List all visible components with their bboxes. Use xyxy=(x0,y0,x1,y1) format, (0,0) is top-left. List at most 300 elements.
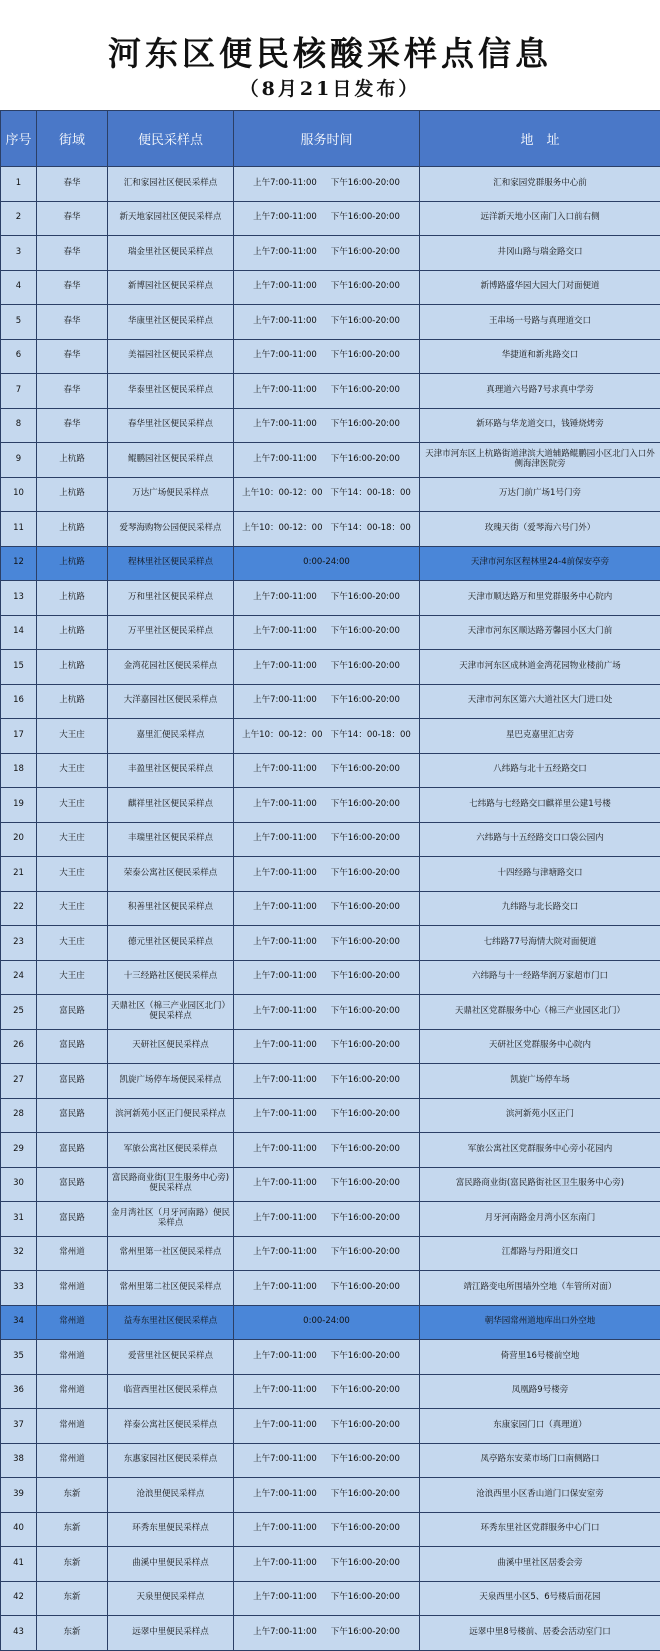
row-street: 富民路 xyxy=(37,995,108,1030)
table-row xyxy=(1,443,660,478)
row-address: 八纬路与北十五经路交口 xyxy=(420,753,660,788)
row-street: 大王庄 xyxy=(37,788,108,823)
time-afternoon: 下午16:00-20:00 xyxy=(331,1385,400,1395)
time-afternoon: 下午16:00-20:00 xyxy=(331,1109,400,1119)
table-row xyxy=(1,1547,660,1582)
row-street: 春华 xyxy=(37,270,108,305)
table-row xyxy=(1,546,660,581)
row-service-time xyxy=(234,1443,420,1478)
table-row xyxy=(1,1340,660,1375)
col-header-time: 服务时间 xyxy=(234,111,420,167)
row-number: 7 xyxy=(1,374,37,409)
row-number: 36 xyxy=(1,1374,37,1409)
time-morning: 上午7:00-11:00 xyxy=(253,592,317,602)
row-street: 常州道 xyxy=(37,1409,108,1444)
time-morning: 上午7:00-11:00 xyxy=(253,695,317,705)
row-street: 大王庄 xyxy=(37,753,108,788)
time-morning: 上午7:00-11:00 xyxy=(253,350,317,360)
row-street: 大王庄 xyxy=(37,891,108,926)
row-street: 春华 xyxy=(37,374,108,409)
row-address: 新博路盛华园大园大门对面便道 xyxy=(420,270,660,305)
row-site-name: 万和里社区便民采样点 xyxy=(108,581,234,616)
row-address: 天津市顺达路万和里党群服务中心院内 xyxy=(420,581,660,616)
time-afternoon: 下午16:00-20:00 xyxy=(331,1144,400,1154)
table-row xyxy=(1,1133,660,1168)
row-street: 上杭路 xyxy=(37,477,108,512)
table-body xyxy=(1,167,660,1651)
sampling-sites-table xyxy=(0,110,660,1651)
row-street: 富民路 xyxy=(37,1064,108,1099)
row-street: 东新 xyxy=(37,1512,108,1547)
row-number: 12 xyxy=(1,546,37,581)
row-number: 10 xyxy=(1,477,37,512)
table-row xyxy=(1,408,660,443)
row-site-name: 沧浪里便民采样点 xyxy=(108,1478,234,1513)
row-street: 东新 xyxy=(37,1581,108,1616)
row-number: 9 xyxy=(1,443,37,478)
time-afternoon: 下午16:00-20:00 xyxy=(331,1627,400,1637)
row-address: 华捷道和新兆路交口 xyxy=(420,339,660,374)
time-morning: 上午7:00-11:00 xyxy=(253,1351,317,1361)
table-row xyxy=(1,926,660,961)
row-street: 春华 xyxy=(37,408,108,443)
table-row xyxy=(1,1202,660,1237)
row-service-time xyxy=(234,857,420,892)
row-number: 14 xyxy=(1,615,37,650)
table-row xyxy=(1,891,660,926)
table-row xyxy=(1,822,660,857)
table-row xyxy=(1,684,660,719)
row-number: 33 xyxy=(1,1271,37,1306)
row-address: 沧浪西里小区香山道门口保安室旁 xyxy=(420,1478,660,1513)
row-address: 真理道六号路7号求真中学旁 xyxy=(420,374,660,409)
time-morning: 上午7:00-11:00 xyxy=(253,937,317,947)
row-number: 37 xyxy=(1,1409,37,1444)
row-site-name: 常州里第一社区便民采样点 xyxy=(108,1236,234,1271)
row-number: 21 xyxy=(1,857,37,892)
row-address: 天津市河东区成林道金湾花园物业楼前广场 xyxy=(420,650,660,685)
row-site-name: 爱营里社区便民采样点 xyxy=(108,1340,234,1375)
time-afternoon: 下午16:00-20:00 xyxy=(331,626,400,636)
row-site-name: 荣泰公寓社区便民采样点 xyxy=(108,857,234,892)
time-morning: 上午7:00-11:00 xyxy=(253,1385,317,1395)
row-number: 16 xyxy=(1,684,37,719)
time-morning: 上午7:00-11:00 xyxy=(253,454,317,464)
row-site-name: 富民路商业街(卫生服务中心旁)便民采样点 xyxy=(108,1167,234,1202)
table-row xyxy=(1,1064,660,1099)
row-address: 曲溪中里社区居委会旁 xyxy=(420,1547,660,1582)
time-afternoon: 下午16:00-20:00 xyxy=(331,695,400,705)
time-morning: 上午10：00-12：00 xyxy=(242,488,322,498)
row-street: 富民路 xyxy=(37,1029,108,1064)
row-number: 17 xyxy=(1,719,37,754)
row-service-time xyxy=(234,1374,420,1409)
row-site-name: 远翠中里便民采样点 xyxy=(108,1616,234,1651)
time-afternoon: 下午16:00-20:00 xyxy=(331,178,400,188)
time-afternoon: 下午16:00-20:00 xyxy=(331,1040,400,1050)
row-number: 15 xyxy=(1,650,37,685)
time-morning: 上午7:00-11:00 xyxy=(253,1627,317,1637)
row-number: 38 xyxy=(1,1443,37,1478)
row-address: 天泉西里小区5、6号楼后面花园 xyxy=(420,1581,660,1616)
row-site-name: 滨河新苑小区正门便民采样点 xyxy=(108,1098,234,1133)
time-afternoon: 下午16:00-20:00 xyxy=(331,1489,400,1499)
time-afternoon: 下午16:00-20:00 xyxy=(331,1178,400,1188)
time-afternoon: 下午16:00-20:00 xyxy=(331,1592,400,1602)
row-service-time xyxy=(234,960,420,995)
col-header-street: 街域 xyxy=(37,111,108,167)
row-address: 靖江路变电所围墙外空地（车管所对面） xyxy=(420,1271,660,1306)
col-header-no: 序号 xyxy=(1,111,37,167)
row-number: 29 xyxy=(1,1133,37,1168)
row-street: 东新 xyxy=(37,1547,108,1582)
row-service-time: 0:00-24:00 xyxy=(234,1305,420,1340)
row-street: 上杭路 xyxy=(37,684,108,719)
time-afternoon: 下午16:00-20:00 xyxy=(331,592,400,602)
row-address: 倚营里16号楼前空地 xyxy=(420,1340,660,1375)
row-service-time xyxy=(234,305,420,340)
row-address: 天津市河东区程林里24-4前保安亭旁 xyxy=(420,546,660,581)
time-morning: 上午7:00-11:00 xyxy=(253,419,317,429)
row-site-name: 环秀东里便民采样点 xyxy=(108,1512,234,1547)
row-service-time xyxy=(234,1167,420,1202)
row-site-name: 新博园社区便民采样点 xyxy=(108,270,234,305)
table-row xyxy=(1,615,660,650)
row-street: 东新 xyxy=(37,1616,108,1651)
row-service-time xyxy=(234,719,420,754)
row-number: 30 xyxy=(1,1167,37,1202)
row-service-time xyxy=(234,1547,420,1582)
row-service-time xyxy=(234,512,420,547)
time-morning: 上午7:00-11:00 xyxy=(253,868,317,878)
row-service-time xyxy=(234,408,420,443)
time-morning: 上午7:00-11:00 xyxy=(253,902,317,912)
table-row xyxy=(1,305,660,340)
row-site-name: 美福园社区便民采样点 xyxy=(108,339,234,374)
table-row xyxy=(1,1512,660,1547)
row-site-name: 新天地家园社区便民采样点 xyxy=(108,201,234,236)
row-service-time xyxy=(234,753,420,788)
time-morning: 上午7:00-11:00 xyxy=(253,1592,317,1602)
time-afternoon: 下午16:00-20:00 xyxy=(331,868,400,878)
table-row xyxy=(1,581,660,616)
table-row xyxy=(1,167,660,202)
time-afternoon: 下午16:00-20:00 xyxy=(331,1351,400,1361)
row-service-time xyxy=(234,822,420,857)
time-morning: 上午7:00-11:00 xyxy=(253,1282,317,1292)
row-address: 环秀东里社区党群服务中心门口 xyxy=(420,1512,660,1547)
row-number: 20 xyxy=(1,822,37,857)
time-morning: 上午10：00-12：00 xyxy=(242,523,322,533)
row-address: 天津市河东区第六大道社区大门进口处 xyxy=(420,684,660,719)
row-number: 39 xyxy=(1,1478,37,1513)
row-service-time xyxy=(234,995,420,1030)
row-street: 大王庄 xyxy=(37,719,108,754)
time-afternoon: 下午16:00-20:00 xyxy=(331,764,400,774)
table-row xyxy=(1,374,660,409)
time-morning: 上午7:00-11:00 xyxy=(253,1523,317,1533)
row-address: 星巴克嘉里汇店旁 xyxy=(420,719,660,754)
time-afternoon: 下午14：00-18：00 xyxy=(331,488,411,498)
row-service-time xyxy=(234,374,420,409)
row-address: 汇和家园党群服务中心前 xyxy=(420,167,660,202)
time-morning: 上午7:00-11:00 xyxy=(253,764,317,774)
row-address: 六纬路与十一经路华润万家超市门口 xyxy=(420,960,660,995)
time-morning: 上午10：00-12：00 xyxy=(242,730,322,740)
row-street: 上杭路 xyxy=(37,581,108,616)
row-street: 春华 xyxy=(37,236,108,271)
row-address: 凤凰路9号楼旁 xyxy=(420,1374,660,1409)
row-service-time xyxy=(234,1133,420,1168)
row-number: 6 xyxy=(1,339,37,374)
row-street: 常州道 xyxy=(37,1374,108,1409)
row-service-time xyxy=(234,270,420,305)
time-afternoon: 下午16:00-20:00 xyxy=(331,1213,400,1223)
time-afternoon: 下午16:00-20:00 xyxy=(331,350,400,360)
row-service-time xyxy=(234,684,420,719)
row-address: 月牙河南路金月湾小区东南门 xyxy=(420,1202,660,1237)
row-address: 滨河新苑小区正门 xyxy=(420,1098,660,1133)
row-street: 富民路 xyxy=(37,1098,108,1133)
row-site-name: 万达广场便民采样点 xyxy=(108,477,234,512)
row-service-time xyxy=(234,1098,420,1133)
time-morning: 上午7:00-11:00 xyxy=(253,1144,317,1154)
table-row xyxy=(1,1374,660,1409)
time-morning: 上午7:00-11:00 xyxy=(253,178,317,188)
row-number: 27 xyxy=(1,1064,37,1099)
row-street: 春华 xyxy=(37,201,108,236)
row-service-time xyxy=(234,788,420,823)
time-afternoon: 下午16:00-20:00 xyxy=(331,419,400,429)
row-site-name: 益寿东里社区便民采样点 xyxy=(108,1305,234,1340)
row-number: 4 xyxy=(1,270,37,305)
row-street: 春华 xyxy=(37,305,108,340)
row-site-name: 军旅公寓社区便民采样点 xyxy=(108,1133,234,1168)
time-morning: 上午7:00-11:00 xyxy=(253,1558,317,1568)
time-afternoon: 下午16:00-20:00 xyxy=(331,454,400,464)
row-site-name: 爱琴海购物公园便民采样点 xyxy=(108,512,234,547)
time-afternoon: 下午16:00-20:00 xyxy=(331,1006,400,1016)
row-site-name: 凯旋广场停车场便民采样点 xyxy=(108,1064,234,1099)
col-header-site: 便民采样点 xyxy=(108,111,234,167)
table-row xyxy=(1,201,660,236)
row-service-time xyxy=(234,1409,420,1444)
table-row xyxy=(1,650,660,685)
row-street: 上杭路 xyxy=(37,512,108,547)
table-row xyxy=(1,753,660,788)
row-street: 春华 xyxy=(37,339,108,374)
table-row xyxy=(1,477,660,512)
time-morning: 上午7:00-11:00 xyxy=(253,212,317,222)
row-site-name: 天鼎社区（棉三产业园区北门）便民采样点 xyxy=(108,995,234,1030)
row-service-time xyxy=(234,1616,420,1651)
row-street: 常州道 xyxy=(37,1340,108,1375)
row-address: 井冈山路与瑞金路交口 xyxy=(420,236,660,271)
row-street: 大王庄 xyxy=(37,857,108,892)
table-row xyxy=(1,512,660,547)
row-site-name: 天泉里便民采样点 xyxy=(108,1581,234,1616)
row-number: 19 xyxy=(1,788,37,823)
time-morning: 上午7:00-11:00 xyxy=(253,1247,317,1257)
table-row xyxy=(1,788,660,823)
row-site-name: 十三经路社区便民采样点 xyxy=(108,960,234,995)
time-afternoon: 下午14：00-18：00 xyxy=(331,730,411,740)
row-service-time xyxy=(234,236,420,271)
table-row xyxy=(1,995,660,1030)
row-number: 3 xyxy=(1,236,37,271)
row-street: 富民路 xyxy=(37,1133,108,1168)
row-service-time xyxy=(234,1271,420,1306)
row-street: 上杭路 xyxy=(37,443,108,478)
row-street: 常州道 xyxy=(37,1271,108,1306)
row-number: 18 xyxy=(1,753,37,788)
row-address: 凤亭路东安菜市场门口南侧路口 xyxy=(420,1443,660,1478)
row-street: 上杭路 xyxy=(37,615,108,650)
row-service-time: 0:00-24:00 xyxy=(234,546,420,581)
time-morning: 上午7:00-11:00 xyxy=(253,316,317,326)
table-row xyxy=(1,1443,660,1478)
row-street: 大王庄 xyxy=(37,926,108,961)
row-street: 上杭路 xyxy=(37,546,108,581)
time-morning: 上午7:00-11:00 xyxy=(253,971,317,981)
row-service-time xyxy=(234,615,420,650)
row-street: 大王庄 xyxy=(37,822,108,857)
time-morning: 上午7:00-11:00 xyxy=(253,247,317,257)
row-service-time xyxy=(234,1340,420,1375)
row-service-time xyxy=(234,1236,420,1271)
row-address: 军旅公寓社区党群服务中心旁小花园内 xyxy=(420,1133,660,1168)
row-address: 玫瑰天街（爱琴海六号门外） xyxy=(420,512,660,547)
row-address: 江都路与丹阳道交口 xyxy=(420,1236,660,1271)
row-address: 王串场一号路与真理道交口 xyxy=(420,305,660,340)
row-number: 35 xyxy=(1,1340,37,1375)
row-site-name: 曲溪中里便民采样点 xyxy=(108,1547,234,1582)
time-afternoon: 下午16:00-20:00 xyxy=(331,902,400,912)
table-row xyxy=(1,1236,660,1271)
row-service-time xyxy=(234,339,420,374)
page-subtitle: （8月21日发布） xyxy=(0,74,660,101)
row-service-time xyxy=(234,1581,420,1616)
time-morning: 上午7:00-11:00 xyxy=(253,1109,317,1119)
row-service-time xyxy=(234,926,420,961)
table-row xyxy=(1,719,660,754)
table-row xyxy=(1,857,660,892)
row-number: 1 xyxy=(1,167,37,202)
row-site-name: 天研社区便民采样点 xyxy=(108,1029,234,1064)
table-row xyxy=(1,1478,660,1513)
row-site-name: 鲲鹏园社区便民采样点 xyxy=(108,443,234,478)
row-street: 东新 xyxy=(37,1478,108,1513)
row-address: 天津市河东区顺达路芳馨园小区大门前 xyxy=(420,615,660,650)
time-morning: 上午7:00-11:00 xyxy=(253,1040,317,1050)
table-row xyxy=(1,1305,660,1340)
row-site-name: 积善里社区便民采样点 xyxy=(108,891,234,926)
time-afternoon: 下午16:00-20:00 xyxy=(331,1523,400,1533)
time-afternoon: 下午16:00-20:00 xyxy=(331,1247,400,1257)
row-address: 七纬路与七经路交口麒祥里公建1号楼 xyxy=(420,788,660,823)
row-address: 新环路与华龙道交口，钱锤烧烤旁 xyxy=(420,408,660,443)
time-afternoon: 下午16:00-20:00 xyxy=(331,1075,400,1085)
time-morning: 上午7:00-11:00 xyxy=(253,1178,317,1188)
row-address: 天津市河东区上杭路街道津滨大道辅路鲲鹏园小区北门入口外侧海津医院旁 xyxy=(420,443,660,478)
row-site-name: 丰盈里社区便民采样点 xyxy=(108,753,234,788)
time-morning: 上午7:00-11:00 xyxy=(253,1006,317,1016)
row-service-time xyxy=(234,443,420,478)
time-afternoon: 下午16:00-20:00 xyxy=(331,212,400,222)
row-street: 上杭路 xyxy=(37,650,108,685)
row-site-name: 金月湾社区（月牙河南路）便民采样点 xyxy=(108,1202,234,1237)
row-service-time xyxy=(234,477,420,512)
row-number: 2 xyxy=(1,201,37,236)
time-morning: 上午7:00-11:00 xyxy=(253,1454,317,1464)
row-address: 六纬路与十五经路交口口袋公园内 xyxy=(420,822,660,857)
row-number: 40 xyxy=(1,1512,37,1547)
row-address: 远洋新天地小区南门入口前右侧 xyxy=(420,201,660,236)
row-number: 32 xyxy=(1,1236,37,1271)
row-number: 41 xyxy=(1,1547,37,1582)
row-number: 22 xyxy=(1,891,37,926)
row-service-time xyxy=(234,891,420,926)
row-number: 31 xyxy=(1,1202,37,1237)
row-number: 23 xyxy=(1,926,37,961)
row-number: 5 xyxy=(1,305,37,340)
time-afternoon: 下午16:00-20:00 xyxy=(331,247,400,257)
time-afternoon: 下午16:00-20:00 xyxy=(331,1420,400,1430)
row-address: 天研社区党群服务中心院内 xyxy=(420,1029,660,1064)
row-site-name: 瑞金里社区便民采样点 xyxy=(108,236,234,271)
table-header-row xyxy=(1,111,660,167)
time-afternoon: 下午16:00-20:00 xyxy=(331,1558,400,1568)
time-afternoon: 下午14：00-18：00 xyxy=(331,523,411,533)
table-row xyxy=(1,1029,660,1064)
row-number: 13 xyxy=(1,581,37,616)
row-number: 28 xyxy=(1,1098,37,1133)
table-row xyxy=(1,1581,660,1616)
time-morning: 上午7:00-11:00 xyxy=(253,281,317,291)
row-street: 常州道 xyxy=(37,1236,108,1271)
row-service-time xyxy=(234,1512,420,1547)
time-afternoon: 下午16:00-20:00 xyxy=(331,316,400,326)
row-number: 24 xyxy=(1,960,37,995)
row-address: 万达门前广场1号门旁 xyxy=(420,477,660,512)
row-service-time xyxy=(234,650,420,685)
table-row xyxy=(1,1409,660,1444)
time-afternoon: 下午16:00-20:00 xyxy=(331,1282,400,1292)
time-morning: 上午7:00-11:00 xyxy=(253,626,317,636)
row-service-time xyxy=(234,1064,420,1099)
time-afternoon: 下午16:00-20:00 xyxy=(331,661,400,671)
row-number: 43 xyxy=(1,1616,37,1651)
row-site-name: 东惠家园社区便民采样点 xyxy=(108,1443,234,1478)
row-street: 常州道 xyxy=(37,1443,108,1478)
row-street: 富民路 xyxy=(37,1167,108,1202)
page-title: 河东区便民核酸采样点信息 xyxy=(0,28,660,75)
row-site-name: 春华里社区便民采样点 xyxy=(108,408,234,443)
time-afternoon: 下午16:00-20:00 xyxy=(331,833,400,843)
table-row xyxy=(1,1616,660,1651)
time-morning: 上午7:00-11:00 xyxy=(253,833,317,843)
row-street: 春华 xyxy=(37,167,108,202)
row-service-time xyxy=(234,581,420,616)
row-address: 凯旋广场停车场 xyxy=(420,1064,660,1099)
time-afternoon: 下午16:00-20:00 xyxy=(331,281,400,291)
row-site-name: 德元里社区便民采样点 xyxy=(108,926,234,961)
row-address: 远翠中里8号楼前、居委会活动室门口 xyxy=(420,1616,660,1651)
time-afternoon: 下午16:00-20:00 xyxy=(331,971,400,981)
row-number: 34 xyxy=(1,1305,37,1340)
row-site-name: 丰瑞里社区便民采样点 xyxy=(108,822,234,857)
row-site-name: 常州里第二社区便民采样点 xyxy=(108,1271,234,1306)
